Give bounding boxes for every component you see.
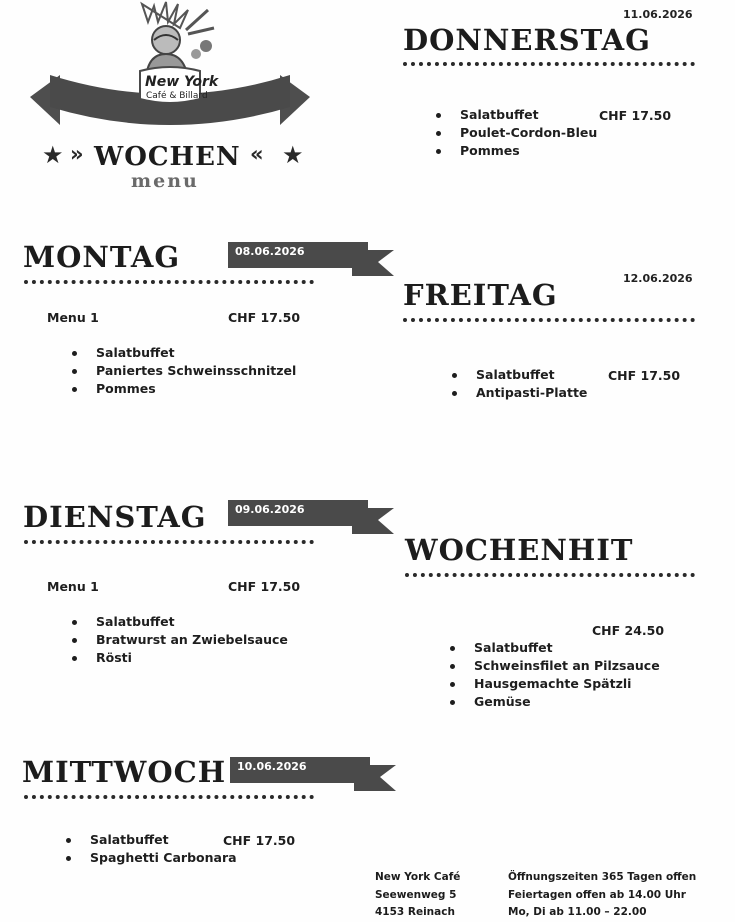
logo-subtitle: menu: [131, 170, 199, 192]
chevrons-left-icon: »: [70, 142, 84, 166]
item-list-mittwoch: [56, 831, 237, 867]
logo-brand-name: New York: [145, 74, 219, 90]
menu-label-montag: Menu 1: [47, 310, 99, 325]
item-list-freitag: [442, 366, 587, 402]
list-item: Poulet-Cordon-Bleu: [426, 124, 597, 142]
hours-line: Öffnungszeiten 365 Tagen offen: [508, 871, 697, 883]
day-title-mittwoch: MITTWOCH: [22, 755, 227, 789]
price-donnerstag: CHF 17.50: [599, 108, 672, 123]
list-item: Pommes: [426, 142, 597, 160]
item-list-wochenhit: [440, 639, 660, 711]
day-title-donnerstag: DONNERSTAG: [403, 23, 651, 57]
list-item: Bratwurst an Zwiebelsauce: [62, 631, 288, 649]
logo-brand-subline: Café & Billard: [146, 91, 208, 101]
address-line: Seewenweg 5: [375, 888, 457, 901]
price-freitag: CHF 17.50: [608, 368, 681, 383]
address-line: 4153 Reinach: [375, 906, 455, 918]
logo-title: WOCHEN: [94, 142, 241, 172]
day-title-freitag: FREITAG: [403, 278, 558, 312]
date-dienstag: 09.06.2026: [235, 503, 305, 516]
date-montag: 08.06.2026: [235, 245, 305, 258]
logo: [20, 0, 320, 195]
chevrons-right-icon: «: [250, 142, 264, 166]
date-ribbon-mittwoch: [230, 757, 396, 797]
divider-montag: [24, 280, 314, 284]
price-dienstag: CHF 17.50: [228, 579, 301, 594]
date-freitag: 12.06.2026: [623, 272, 693, 285]
item-list-montag: [62, 344, 296, 398]
list-item: Salatbuffet: [426, 106, 597, 124]
footer-opening-hours: [508, 869, 696, 922]
date-mittwoch: 10.06.2026: [237, 760, 307, 773]
day-title-montag: MONTAG: [23, 240, 181, 274]
item-list-dienstag: [62, 613, 288, 667]
price-mittwoch: CHF 17.50: [223, 833, 296, 848]
item-list-donnerstag: [426, 106, 597, 160]
footer-address: [375, 869, 460, 922]
price-wochenhit: CHF 24.50: [592, 623, 665, 638]
list-item: Antipasti-Platte: [442, 384, 587, 402]
list-item: Gemüse: [440, 693, 660, 711]
date-donnerstag: 11.06.2026: [623, 8, 693, 21]
list-item: Hausgemachte Spätzli: [440, 675, 660, 693]
list-item: Pommes: [62, 380, 296, 398]
wochenhit-title: WOCHENHIT: [405, 533, 634, 567]
list-item: Schweinsfilet an Pilzsauce: [440, 657, 660, 675]
list-item: Spaghetti Carbonara: [56, 849, 237, 867]
divider-mittwoch: [24, 795, 314, 799]
divider-wochenhit: [405, 573, 695, 577]
list-item: Salatbuffet: [440, 639, 660, 657]
address-line: New York Café: [375, 871, 461, 883]
list-item: Salatbuffet: [442, 366, 587, 384]
star-left-icon: ★: [42, 141, 64, 169]
hours-line: Feiertagen offen ab 14.00 Uhr: [508, 888, 686, 901]
price-montag: CHF 17.50: [228, 310, 301, 325]
list-item: Salatbuffet: [62, 613, 288, 631]
list-item: Salatbuffet: [62, 344, 296, 362]
list-item: Paniertes Schweinsschnitzel: [62, 362, 296, 380]
divider-donnerstag: [403, 62, 695, 66]
hours-line: Mo, Di ab 11.00 – 22.00: [508, 906, 647, 918]
divider-freitag: [403, 318, 695, 322]
divider-dienstag: [24, 540, 314, 544]
day-title-dienstag: DIENSTAG: [23, 500, 207, 534]
date-ribbon-montag: [228, 242, 394, 282]
menu-label-dienstag: Menu 1: [47, 579, 99, 594]
star-right-icon: ★: [282, 141, 304, 169]
list-item: Rösti: [62, 649, 288, 667]
date-ribbon-dienstag: [228, 500, 394, 540]
list-item: Salatbuffet: [56, 831, 237, 849]
